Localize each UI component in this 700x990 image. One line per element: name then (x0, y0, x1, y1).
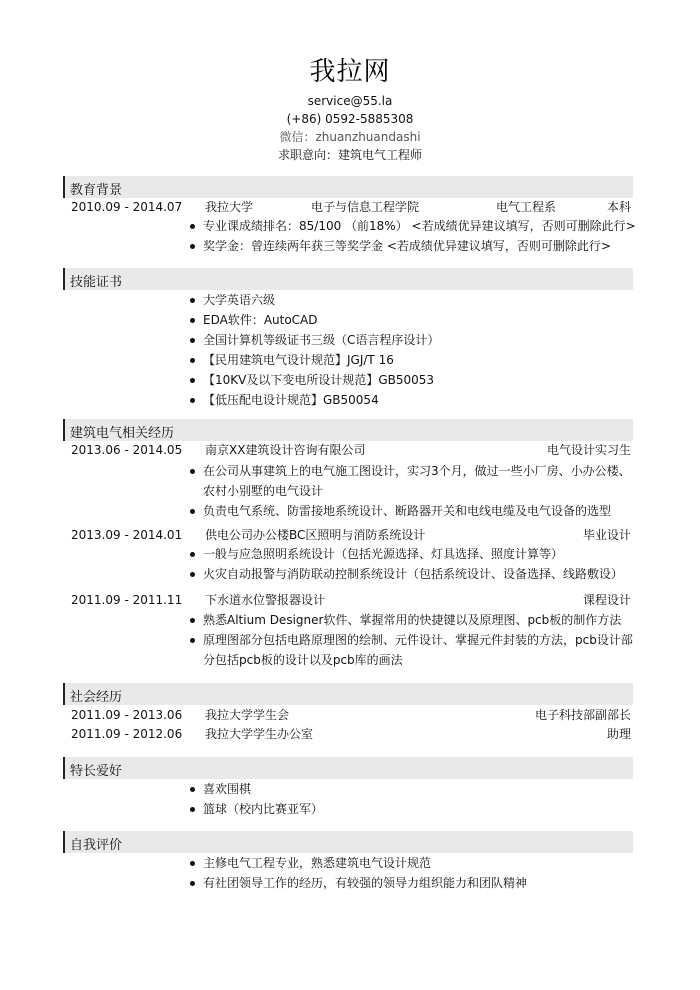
list-item: EDA软件：AutoCAD (186, 310, 636, 330)
education-row (71, 198, 631, 216)
section-title: 特长爱好 (70, 764, 123, 779)
major-name: 电气工程系 (496, 200, 557, 214)
list-item: 全国计算机等级证书三级（C语言程序设计） (186, 330, 636, 350)
organization-name: 我拉大学学生办公室 (205, 727, 314, 741)
email-text: service@55.la (307, 94, 393, 108)
organization-name: 我拉大学学生会 (205, 708, 290, 722)
list-item: 主修电气工程专业，熟悉建筑电气设计规范 (186, 853, 636, 873)
section-title: 技能证书 (70, 275, 123, 290)
experience-bullets (186, 610, 636, 670)
list-item: 负责电气系统、防雷接地系统设计、断路器开关和电线电缆及电气设备的选型 (186, 501, 636, 521)
role-title: 毕业设计 (582, 528, 631, 542)
degree: 本科 (606, 200, 631, 214)
bullet-icon (190, 378, 195, 383)
date-range: 2013.06 - 2014.05 (71, 443, 183, 457)
section-title: 建筑电气相关经历 (70, 426, 175, 441)
bullet-icon (190, 638, 195, 643)
social-row (71, 725, 631, 743)
list-item: 熟悉Altium Designer软件、掌握常用的快捷键以及原理图、pcb板的制作方法 (186, 610, 636, 630)
list-item: 篮球（校内比赛亚军） (186, 799, 636, 819)
section-title: 社会经历 (70, 690, 123, 705)
organization-name: 供电公司办公楼BC区照明与消防系统设计 (205, 528, 426, 542)
candidate-name: 我拉网 (309, 57, 391, 87)
experience-bullets (186, 461, 636, 521)
list-item: 【低压配电设计规范】GB50054 (186, 390, 636, 410)
list-item: 有社团领导工作的经历，有较强的领导力组织能力和团队精神 (186, 873, 636, 893)
school-name: 我拉大学 (205, 200, 254, 214)
role-title: 助理 (606, 727, 631, 741)
role-title: 电气设计实习生 (546, 443, 631, 457)
bullet-icon (190, 807, 195, 812)
date-range: 2011.09 - 2011.11 (71, 593, 183, 607)
section-hobbies (63, 757, 633, 779)
organization-name: 下水道水位警报器设计 (205, 593, 326, 607)
role-title: 电子科技部副部长 (534, 708, 631, 722)
bullet-icon (190, 224, 195, 229)
list-item: 原理图部分包括电路原理图的绘制、元件设计、掌握元件封装的方法，pcb设计部分包括pcb板的设计以及pcb库的画法 (186, 630, 636, 670)
date-range: 2011.09 - 2012.06 (71, 727, 183, 741)
list-item: 火灾自动报警与消防联动控制系统设计（包括系统设计、设备选择、线路敷设） (186, 564, 636, 584)
list-item: 一般与应急照明系统设计（包括光源选择、灯具选择、照度计算等） (186, 544, 636, 564)
bullet-icon (190, 338, 195, 343)
section-title: 教育背景 (70, 183, 123, 198)
bullet-icon (190, 469, 195, 474)
bullet-icon (190, 398, 195, 403)
list-item: 喜欢围棋 (186, 779, 636, 799)
section-social (63, 683, 633, 705)
bullet-icon (190, 618, 195, 623)
social-row (71, 706, 631, 724)
resume-header (0, 52, 700, 164)
list-item: 大学英语六级 (186, 290, 636, 310)
list-item: 【民用建筑电气设计规范】JGJ/T 16 (186, 350, 636, 370)
bullet-icon (190, 881, 195, 886)
bullet-icon (190, 572, 195, 577)
phone-text: (+86) 0592-5885308 (286, 112, 414, 126)
section-skills (63, 268, 633, 290)
experience-row (71, 526, 631, 544)
bullet-icon (190, 298, 195, 303)
list-item: 奖学金：曾连续两年获三等奖学金 <若成绩优异建议填写，否则可删除此行> (186, 236, 636, 256)
education-bullets (186, 216, 636, 256)
college-name: 电子与信息工程学院 (311, 200, 420, 214)
date-range: 2013.09 - 2014.01 (71, 528, 183, 542)
bullet-icon (190, 318, 195, 323)
experience-bullets (186, 544, 636, 584)
section-title: 自我评价 (70, 838, 123, 853)
bullet-icon (190, 509, 195, 514)
wechat-text: 微信：zhuanzhuandashi (279, 130, 421, 144)
job-objective: 求职意向：建筑电气工程师 (277, 148, 422, 162)
bullet-icon (190, 358, 195, 363)
bullet-icon (190, 861, 195, 866)
date-range: 2011.09 - 2013.06 (71, 708, 183, 722)
bullet-icon (190, 552, 195, 557)
section-experience (63, 419, 633, 441)
list-item: 【10KV及以下变电所设计规范】GB50053 (186, 370, 636, 390)
section-self-evaluation (63, 831, 633, 853)
experience-row (71, 591, 631, 609)
list-item: 在公司从事建筑上的电气施工图设计，实习3个月，做过一些小厂房、小办公楼、农村小别墅的电气设计 (186, 461, 636, 501)
experience-row (71, 441, 631, 459)
bullet-icon (190, 244, 195, 249)
section-education (63, 176, 633, 198)
organization-name: 南京XX建筑设计咨询有限公司 (205, 443, 366, 457)
skills-bullets (186, 290, 636, 410)
hobbies-bullets (186, 779, 636, 819)
bullet-icon (190, 787, 195, 792)
role-title: 课程设计 (582, 593, 631, 607)
self-bullets (186, 853, 636, 893)
date-range: 2010.09 - 2014.07 (71, 200, 183, 214)
list-item: 专业课成绩排名：85/100 （前18%） <若成绩优异建议填写，否则可删除此行> (186, 216, 636, 236)
